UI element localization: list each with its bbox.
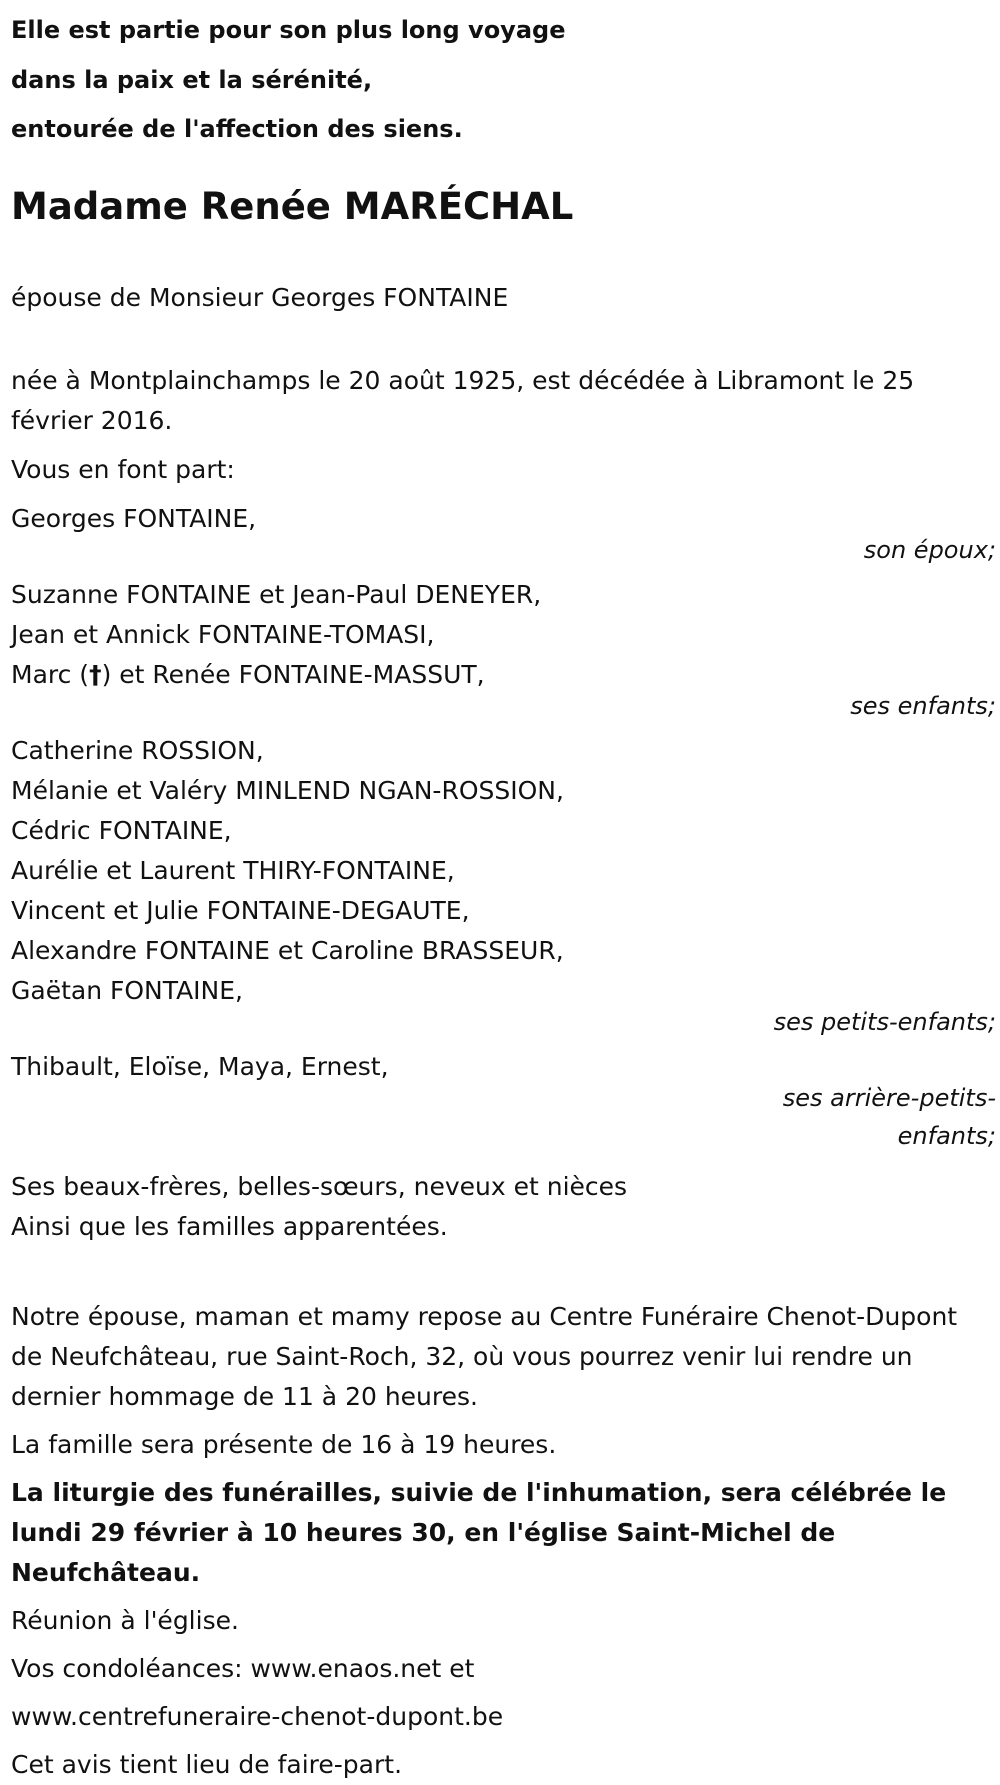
- extended-family-line: Ainsi que les familles apparentées.: [11, 1211, 448, 1241]
- intro-line: dans la paix et la sérénité,: [11, 65, 373, 94]
- relation-label: son époux;: [863, 535, 996, 564]
- mourner-name: Gaëtan FONTAINE,: [11, 975, 243, 1005]
- repose-text: Notre épouse, maman et mamy repose au Centre Funéraire Chenot-Dupont de Neufchâteau, rue Saint-Roch, 32, où vous pourrez venir lui rendre un dernier hommage de 11 à 20 heures.: [11, 1301, 958, 1411]
- grandchildren-group: [11, 731, 996, 1041]
- announce-text: Vous en font part:: [11, 454, 235, 484]
- relation-label: ses arrière-petits-enfants;: [782, 1083, 996, 1150]
- marc-name-start: Marc (: [11, 659, 90, 689]
- liturgy-text: La liturgie des funérailles, suivie de l'inhumation, sera célébrée le lundi 29 février à 10 heures 30, en l'église Saint-Michel de Neufchâteau.: [11, 1477, 947, 1587]
- intro-verse: [11, 0, 996, 155]
- marc-name-end: ) et Renée FONTAINE-MASSUT,: [101, 659, 485, 689]
- mourner-name: Alexandre FONTAINE et Caroline BRASSEUR,: [11, 935, 564, 965]
- mourner-name: Thibault, Eloïse, Maya, Ernest,: [11, 1051, 389, 1081]
- birth-death-text: née à Montplainchamps le 20 août 1925, est décédée à Libramont le 25 février 2016.: [11, 365, 915, 435]
- mourner-name: Cédric FONTAINE,: [11, 815, 232, 845]
- meeting-text: Réunion à l'église.: [11, 1605, 239, 1635]
- relation-label: ses enfants;: [850, 691, 996, 720]
- spouse-group: [11, 499, 996, 569]
- mourner-name: Jean et Annick FONTAINE-TOMASI,: [11, 619, 435, 649]
- great-grandchildren-group: [11, 1047, 996, 1155]
- mourner-name: Georges FONTAINE,: [11, 503, 257, 533]
- extended-family: [11, 1167, 996, 1247]
- family-present-text: La famille sera présente de 16 à 19 heures.: [11, 1429, 557, 1459]
- mourner-name: Suzanne FONTAINE et Jean-Paul DENEYER,: [11, 579, 542, 609]
- mourner-name: Aurélie et Laurent THIRY-FONTAINE,: [11, 855, 455, 885]
- intro-line: Elle est partie pour son plus long voyage: [11, 16, 566, 44]
- children-group: [11, 575, 996, 725]
- mourner-name: Mélanie et Valéry MINLEND NGAN-ROSSION,: [11, 775, 564, 805]
- cross-icon: †: [89, 659, 102, 689]
- relation-label: ses petits-enfants;: [773, 1007, 996, 1036]
- death-notice: [11, 0, 996, 1785]
- grandchildren-names: [11, 731, 996, 1011]
- funeral-home-website: www.centrefuneraire-chenot-dupont.be: [11, 1701, 504, 1731]
- children-names: [11, 575, 996, 695]
- intro-line: entourée de l'affection des siens.: [11, 115, 463, 143]
- extended-family-line: Ses beaux-frères, belles-sœurs, neveux et nièces: [11, 1171, 628, 1201]
- mourner-name: Catherine ROSSION,: [11, 735, 264, 765]
- mourner-name: Vincent et Julie FONTAINE-DEGAUTE,: [11, 895, 470, 925]
- condolences-text: Vos condoléances: www.enaos.net et: [11, 1653, 475, 1683]
- deceased-name: Madame Renée MARÉCHAL: [11, 184, 574, 228]
- spouse-of: épouse de Monsieur Georges FONTAINE: [11, 282, 509, 312]
- closing-text: Cet avis tient lieu de faire-part.: [11, 1749, 403, 1779]
